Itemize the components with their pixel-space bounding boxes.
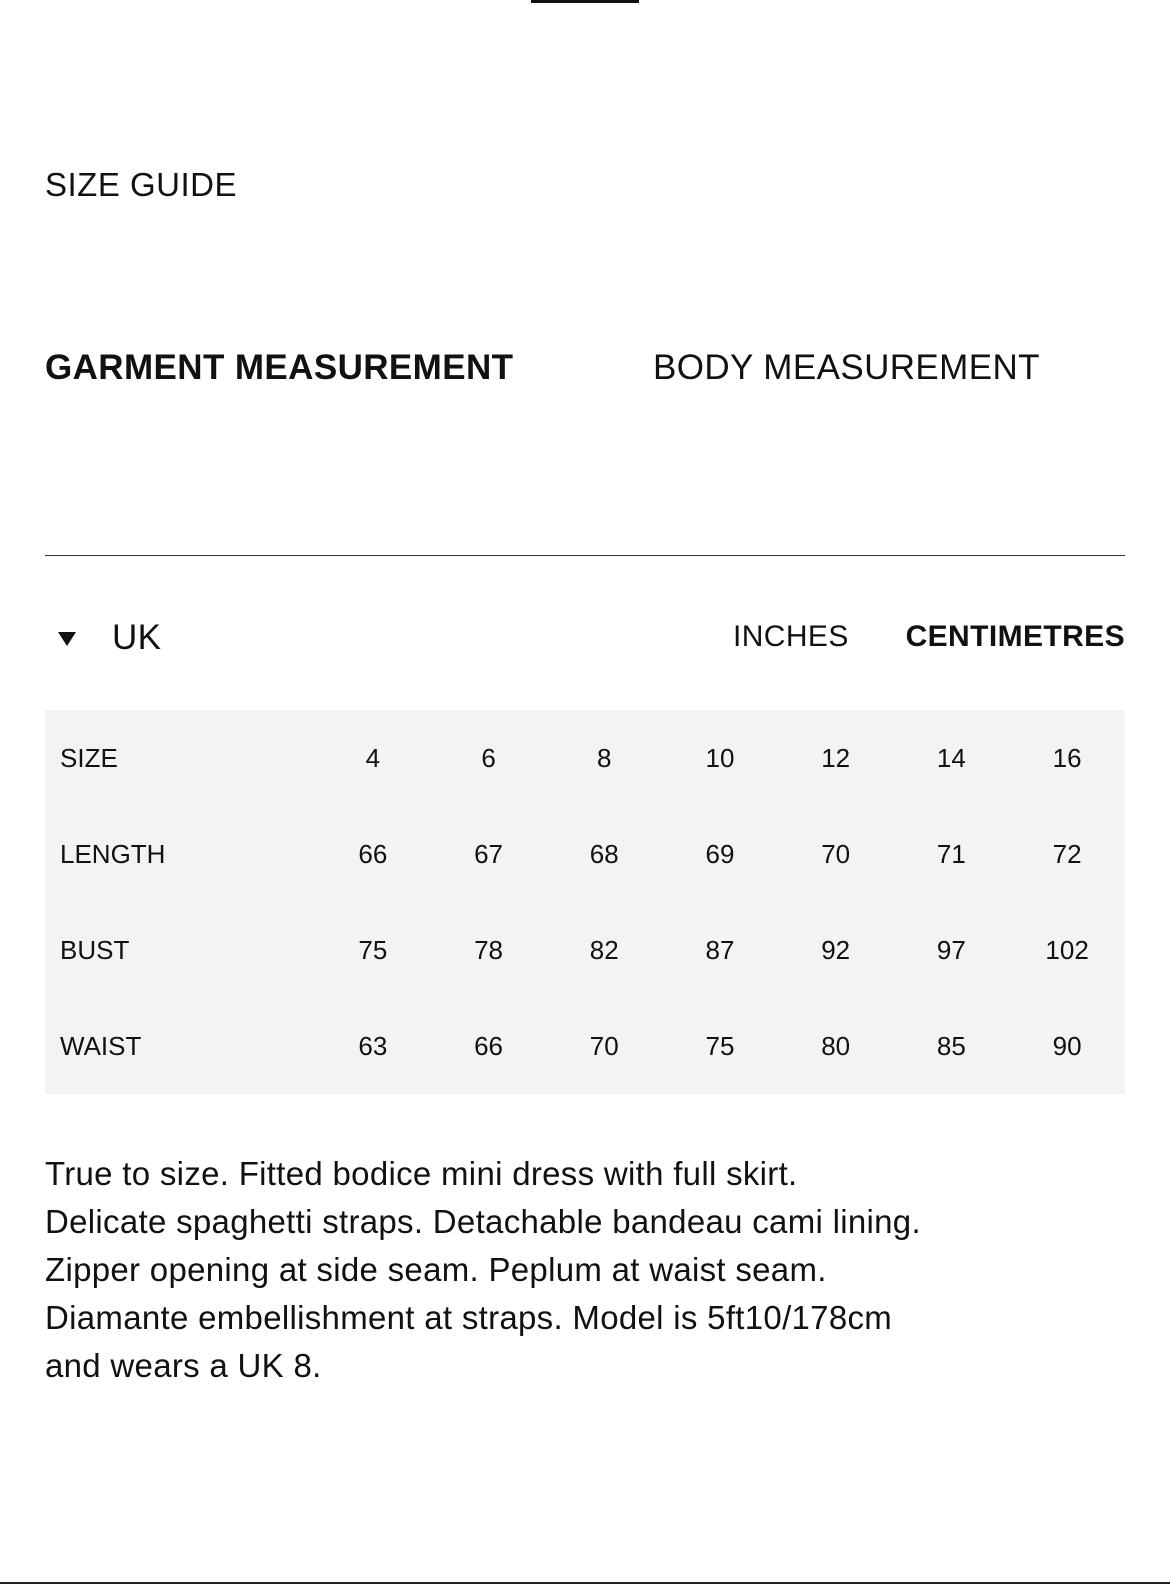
drag-handle-indicator: [531, 0, 639, 3]
row-label: LENGTH: [60, 838, 166, 869]
table-row-bust: [45, 902, 1125, 998]
table-cell: 4: [365, 742, 381, 773]
table-row-length: [45, 806, 1125, 902]
product-description: True to size. Fitted bodice mini dress with full skirt. Delicate spaghetti straps. Detachable bandeau cami lining. Zipper opening at side seam. Peplum at waist seam. Diamante embellishment at straps. Model is 5ft10/178cm and wears a UK 8.: [45, 1155, 921, 1384]
table-cell: 10: [705, 742, 735, 773]
table-cell: 69: [705, 838, 735, 869]
table-cell: 78: [474, 934, 504, 965]
table-cell: 75: [705, 1030, 735, 1061]
unit-centimetres-button[interactable]: CENTIMETRES: [905, 620, 1125, 653]
table-cell: 82: [589, 934, 619, 965]
tab-garment-measurement[interactable]: GARMENT MEASUREMENT: [45, 348, 514, 387]
table-cell: 97: [936, 934, 966, 965]
table-row-size: [45, 710, 1125, 806]
page-title: SIZE GUIDE: [45, 166, 238, 203]
region-selected-label: UK: [112, 618, 162, 657]
table-cell: 14: [936, 742, 966, 773]
section-divider: [45, 555, 1125, 556]
table-cell: 70: [589, 1030, 619, 1061]
table-cell: 63: [358, 1030, 388, 1061]
caret-down-icon: [58, 632, 76, 646]
table-cell: 68: [589, 838, 619, 869]
table-cell: 80: [821, 1030, 851, 1061]
table-cell: 85: [936, 1030, 966, 1061]
unit-inches-button[interactable]: INCHES: [733, 620, 849, 653]
table-cell: 102: [1045, 934, 1089, 965]
table-cell: 66: [358, 838, 388, 869]
tab-body-measurement[interactable]: BODY MEASUREMENT: [653, 348, 1040, 387]
table-cell: 90: [1052, 1030, 1082, 1061]
measurement-tabs: [45, 348, 1125, 392]
table-cell: 67: [474, 838, 504, 869]
table-cell: 66: [474, 1030, 504, 1061]
table-row-waist: [45, 998, 1125, 1094]
table-cell: 92: [821, 934, 851, 965]
table-cell: 71: [936, 838, 966, 869]
table-cell: 72: [1052, 838, 1082, 869]
size-table: [45, 710, 1125, 1094]
table-cell: 75: [358, 934, 388, 965]
table-cell: 8: [597, 742, 612, 773]
row-label: WAIST: [60, 1030, 142, 1061]
table-cell: 87: [705, 934, 735, 965]
row-label: BUST: [60, 934, 130, 965]
table-cell: 6: [481, 742, 496, 773]
table-cell: 12: [821, 742, 851, 773]
table-cell: 70: [821, 838, 851, 869]
table-cell: 16: [1052, 742, 1082, 773]
region-dropdown[interactable]: [58, 616, 161, 660]
row-label: SIZE: [60, 742, 118, 773]
